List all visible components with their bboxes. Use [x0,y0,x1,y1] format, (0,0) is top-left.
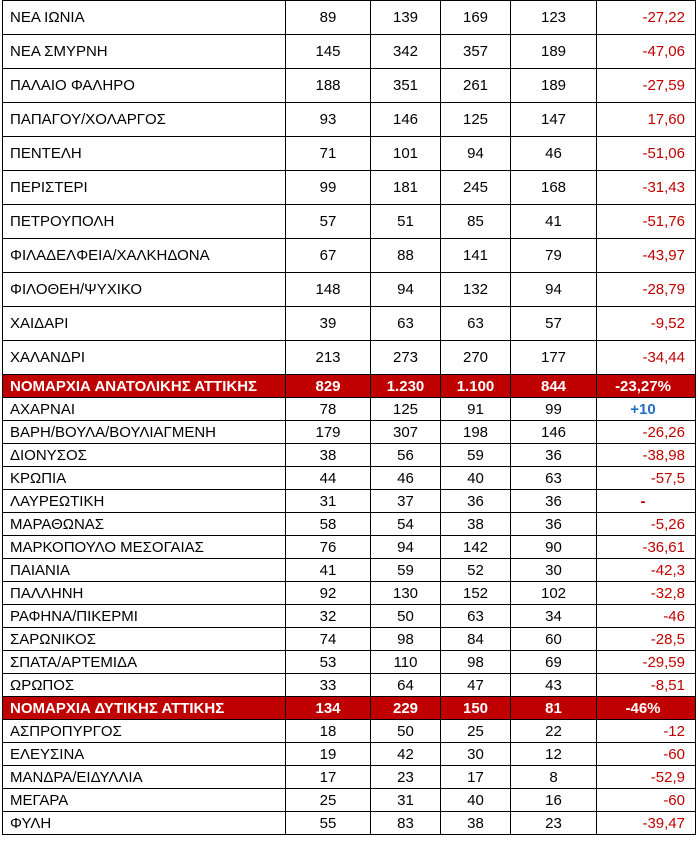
value-cell-3: 150 [441,697,511,720]
value-cell-1: 99 [286,171,371,205]
municipality-name-cell: ΜΑΝΔΡΑ/ΕΙΔΥΛΛΙΑ [3,766,286,789]
table-row [3,69,696,103]
municipality-name-cell: ΛΑΥΡΕΩΤΙΚΗ [3,490,286,513]
value-cell-2: 110 [371,651,441,674]
table-row [3,720,696,743]
percent-change-cell: -23,27% [597,375,696,398]
value-cell-1: 134 [286,697,371,720]
table-row [3,307,696,341]
municipality-name-cell: ΦΙΛΟΘΕΗ/ΨΥΧΙΚΟ [3,273,286,307]
value-cell-4: 123 [511,1,597,35]
value-cell-4: 147 [511,103,597,137]
value-cell-2: 273 [371,341,441,375]
municipality-name-cell: ΠΕΤΡΟΥΠΟΛΗ [3,205,286,239]
value-cell-3: 40 [441,467,511,490]
table-row [3,239,696,273]
value-cell-4: 844 [511,375,597,398]
value-cell-3: 1.100 [441,375,511,398]
value-cell-2: 63 [371,307,441,341]
value-cell-3: 198 [441,421,511,444]
value-cell-1: 19 [286,743,371,766]
region-header-row-west [3,697,696,720]
municipality-name-cell: ΕΛΕΥΣΙΝΑ [3,743,286,766]
table-row [3,137,696,171]
value-cell-2: 64 [371,674,441,697]
percent-change-cell: -12 [597,720,696,743]
municipality-name-cell: ΒΑΡΗ/ΒΟΥΛΑ/ΒΟΥΛΙΑΓΜΕΝΗ [3,421,286,444]
value-cell-2: 98 [371,628,441,651]
value-cell-3: 91 [441,398,511,421]
table-row [3,35,696,69]
value-cell-4: 79 [511,239,597,273]
municipality-name-cell: ΠΑΠΑΓΟΥ/ΧΟΛΑΡΓΟΣ [3,103,286,137]
municipality-name-cell: ΦΥΛΗ [3,812,286,835]
table-row [3,341,696,375]
municipality-name-cell: ΜΑΡΑΘΩΝΑΣ [3,513,286,536]
table-row [3,205,696,239]
value-cell-2: 125 [371,398,441,421]
value-cell-3: 85 [441,205,511,239]
value-cell-2: 130 [371,582,441,605]
percent-change-cell: -42,3 [597,559,696,582]
municipality-name-cell: ΜΕΓΑΡΑ [3,789,286,812]
table-row [3,467,696,490]
municipality-name-cell: ΩΡΩΠΟΣ [3,674,286,697]
table-row [3,1,696,35]
table-row [3,398,696,421]
table-row [3,651,696,674]
value-cell-1: 67 [286,239,371,273]
municipality-name-cell: ΠΕΝΤΕΛΗ [3,137,286,171]
value-cell-4: 189 [511,35,597,69]
value-cell-2: 307 [371,421,441,444]
value-cell-1: 179 [286,421,371,444]
value-cell-4: 8 [511,766,597,789]
value-cell-3: 98 [441,651,511,674]
value-cell-4: 189 [511,69,597,103]
percent-change-cell: +10 [597,398,696,421]
percent-change-cell: -46% [597,697,696,720]
value-cell-1: 58 [286,513,371,536]
value-cell-1: 89 [286,1,371,35]
value-cell-4: 57 [511,307,597,341]
value-cell-3: 169 [441,1,511,35]
value-cell-1: 55 [286,812,371,835]
value-cell-4: 177 [511,341,597,375]
value-cell-4: 36 [511,490,597,513]
percent-change-cell: -28,5 [597,628,696,651]
value-cell-1: 38 [286,444,371,467]
value-cell-3: 30 [441,743,511,766]
value-cell-4: 69 [511,651,597,674]
percent-change-cell: -60 [597,743,696,766]
value-cell-4: 41 [511,205,597,239]
value-cell-1: 92 [286,582,371,605]
value-cell-3: 270 [441,341,511,375]
value-cell-3: 36 [441,490,511,513]
value-cell-4: 34 [511,605,597,628]
value-cell-2: 51 [371,205,441,239]
value-cell-4: 46 [511,137,597,171]
municipality-name-cell: ΑΣΠΡΟΠΥΡΓΟΣ [3,720,286,743]
municipality-name-cell: ΣΑΡΩΝΙΚΟΣ [3,628,286,651]
value-cell-1: 44 [286,467,371,490]
value-cell-1: 53 [286,651,371,674]
value-cell-1: 31 [286,490,371,513]
percent-change-cell: -9,52 [597,307,696,341]
table-row [3,559,696,582]
value-cell-3: 261 [441,69,511,103]
value-cell-4: 60 [511,628,597,651]
municipality-name-cell: ΦΙΛΑΔΕΛΦΕΙΑ/ΧΑΛΚΗΔΟΝΑ [3,239,286,273]
value-cell-1: 17 [286,766,371,789]
municipality-name-cell: ΜΑΡΚΟΠΟΥΛΟ ΜΕΣΟΓΑΙΑΣ [3,536,286,559]
value-cell-4: 30 [511,559,597,582]
value-cell-2: 50 [371,605,441,628]
value-cell-1: 78 [286,398,371,421]
region-header-row-east [3,375,696,398]
table-row [3,103,696,137]
value-cell-1: 213 [286,341,371,375]
value-cell-4: 16 [511,789,597,812]
municipality-name-cell: ΠΑΛΑΙΟ ΦΑΛΗΡΟ [3,69,286,103]
percent-change-cell: -51,76 [597,205,696,239]
value-cell-2: 146 [371,103,441,137]
value-cell-1: 829 [286,375,371,398]
value-cell-3: 63 [441,307,511,341]
value-cell-3: 47 [441,674,511,697]
percent-change-cell: -5,26 [597,513,696,536]
value-cell-1: 57 [286,205,371,239]
value-cell-1: 32 [286,605,371,628]
statistics-table [2,0,696,835]
table-row [3,743,696,766]
value-cell-2: 50 [371,720,441,743]
value-cell-2: 229 [371,697,441,720]
table-row [3,171,696,205]
value-cell-2: 31 [371,789,441,812]
value-cell-1: 74 [286,628,371,651]
value-cell-2: 46 [371,467,441,490]
value-cell-4: 102 [511,582,597,605]
value-cell-1: 39 [286,307,371,341]
municipality-name-cell: ΝΟΜΑΡΧΙΑ ΔΥΤΙΚΗΣ ΑΤΤΙΚΗΣ [3,697,286,720]
value-cell-3: 142 [441,536,511,559]
value-cell-4: 90 [511,536,597,559]
table-row [3,674,696,697]
table-row [3,605,696,628]
table-row [3,582,696,605]
value-cell-2: 59 [371,559,441,582]
value-cell-1: 33 [286,674,371,697]
percent-change-cell: -27,22 [597,1,696,35]
percent-change-cell: -47,06 [597,35,696,69]
percent-change-cell: -8,51 [597,674,696,697]
value-cell-3: 25 [441,720,511,743]
value-cell-1: 71 [286,137,371,171]
value-cell-1: 25 [286,789,371,812]
municipality-name-cell: ΝΟΜΑΡΧΙΑ ΑΝΑΤΟΛΙΚΗΣ ΑΤΤΙΚΗΣ [3,375,286,398]
municipality-name-cell: ΝΕΑ ΣΜΥΡΝΗ [3,35,286,69]
percent-change-cell: -43,97 [597,239,696,273]
value-cell-3: 38 [441,812,511,835]
value-cell-2: 56 [371,444,441,467]
table-body [3,1,696,835]
value-cell-2: 94 [371,273,441,307]
value-cell-2: 83 [371,812,441,835]
value-cell-4: 36 [511,444,597,467]
value-cell-2: 181 [371,171,441,205]
value-cell-3: 40 [441,789,511,812]
value-cell-4: 22 [511,720,597,743]
percent-change-cell: -57,5 [597,467,696,490]
percent-change-cell: -52,9 [597,766,696,789]
municipality-name-cell: ΑΧΑΡΝΑΙ [3,398,286,421]
value-cell-2: 37 [371,490,441,513]
table-row [3,490,696,513]
municipality-name-cell: ΝΕΑ ΙΩΝΙΑ [3,1,286,35]
value-cell-3: 52 [441,559,511,582]
municipality-name-cell: ΡΑΦΗΝΑ/ΠΙΚΕΡΜΙ [3,605,286,628]
value-cell-3: 84 [441,628,511,651]
value-cell-1: 148 [286,273,371,307]
percent-change-cell: -38,98 [597,444,696,467]
value-cell-4: 12 [511,743,597,766]
value-cell-2: 351 [371,69,441,103]
percent-change-cell: -27,59 [597,69,696,103]
municipality-name-cell: ΠΑΛΛΗΝΗ [3,582,286,605]
table-row [3,789,696,812]
percent-change-cell: - [597,490,696,513]
percent-change-cell: -60 [597,789,696,812]
municipality-name-cell: ΠΕΡΙΣΤΕΡΙ [3,171,286,205]
value-cell-2: 88 [371,239,441,273]
value-cell-3: 245 [441,171,511,205]
municipality-name-cell: ΔΙΟΝΥΣΟΣ [3,444,286,467]
value-cell-3: 132 [441,273,511,307]
table-row [3,812,696,835]
percent-change-cell: -32,8 [597,582,696,605]
value-cell-3: 63 [441,605,511,628]
value-cell-4: 63 [511,467,597,490]
percent-change-cell: 17,60 [597,103,696,137]
table-row [3,536,696,559]
value-cell-3: 357 [441,35,511,69]
percent-change-cell: -36,61 [597,536,696,559]
municipality-name-cell: ΣΠΑΤΑ/ΑΡΤΕΜΙΔΑ [3,651,286,674]
value-cell-2: 101 [371,137,441,171]
value-cell-2: 342 [371,35,441,69]
percent-change-cell: -26,26 [597,421,696,444]
value-cell-4: 168 [511,171,597,205]
value-cell-3: 152 [441,582,511,605]
percent-change-cell: -51,06 [597,137,696,171]
value-cell-2: 94 [371,536,441,559]
value-cell-1: 41 [286,559,371,582]
table-row [3,628,696,651]
table-row [3,766,696,789]
percent-change-cell: -34,44 [597,341,696,375]
value-cell-3: 141 [441,239,511,273]
municipality-name-cell: ΠΑΙΑΝΙΑ [3,559,286,582]
value-cell-1: 76 [286,536,371,559]
percent-change-cell: -28,79 [597,273,696,307]
municipality-name-cell: ΚΡΩΠΙΑ [3,467,286,490]
municipality-name-cell: ΧΑΛΑΝΔΡΙ [3,341,286,375]
percent-change-cell: -29,59 [597,651,696,674]
value-cell-4: 94 [511,273,597,307]
value-cell-3: 17 [441,766,511,789]
value-cell-3: 38 [441,513,511,536]
value-cell-2: 23 [371,766,441,789]
value-cell-4: 146 [511,421,597,444]
value-cell-3: 94 [441,137,511,171]
value-cell-3: 125 [441,103,511,137]
value-cell-2: 1.230 [371,375,441,398]
value-cell-2: 42 [371,743,441,766]
value-cell-2: 54 [371,513,441,536]
table-row [3,513,696,536]
value-cell-4: 43 [511,674,597,697]
table-row [3,273,696,307]
percent-change-cell: -31,43 [597,171,696,205]
value-cell-1: 93 [286,103,371,137]
table-row [3,444,696,467]
value-cell-2: 139 [371,1,441,35]
municipality-name-cell: ΧΑΙΔΑΡΙ [3,307,286,341]
value-cell-3: 59 [441,444,511,467]
percent-change-cell: -46 [597,605,696,628]
value-cell-1: 188 [286,69,371,103]
value-cell-4: 36 [511,513,597,536]
percent-change-cell: -39,47 [597,812,696,835]
value-cell-4: 99 [511,398,597,421]
value-cell-1: 18 [286,720,371,743]
table-row [3,421,696,444]
value-cell-4: 23 [511,812,597,835]
value-cell-1: 145 [286,35,371,69]
value-cell-4: 81 [511,697,597,720]
